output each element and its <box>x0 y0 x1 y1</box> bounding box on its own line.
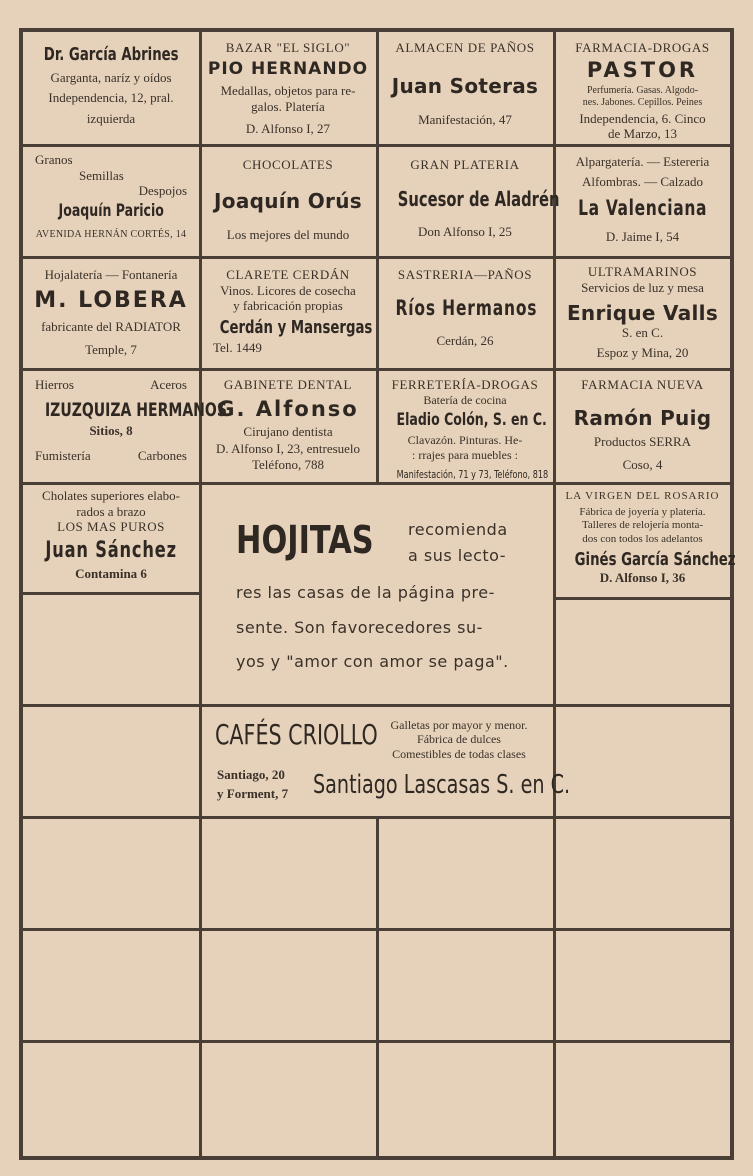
ad-address: AVENIDA HERNÁN CORTÉS, 14 <box>35 229 187 241</box>
ad-text: dos con todos los adelantos <box>582 532 703 545</box>
ad-text: Granos <box>35 152 73 167</box>
ad-name: Joaquín Paricio <box>58 200 164 221</box>
ad-name: Ginés García Sánchez <box>574 548 736 570</box>
ad-header: ALMACEN DE PAÑOS <box>395 40 535 55</box>
ad-g-alfonso <box>203 372 373 480</box>
ad-address: D. Jaime I, 54 <box>605 229 680 245</box>
ad-header: BAZAR "EL SIGLO" <box>225 40 351 55</box>
ad-text: Vinos. Licores de cosecha <box>220 282 356 298</box>
ad-header: ULTRAMARINOS <box>587 264 698 279</box>
ad-text: Carbones <box>137 447 187 463</box>
ad-header: CHOCOLATES <box>242 157 334 172</box>
ad-name: PASTOR <box>586 57 699 82</box>
ad-text: Independencia, 12, pral. <box>48 90 174 106</box>
ad-header: FERRETERÍA-DROGAS <box>391 377 539 392</box>
ad-header: FARMACIA NUEVA <box>581 377 704 392</box>
ad-text: Comestibles de todas clases <box>392 746 526 761</box>
ad-name: IZUZQUIZA HERMANOS <box>44 398 227 421</box>
ad-text: Fábrica de dulces <box>417 732 501 747</box>
ad-text: fabricante del RADIATOR <box>41 318 181 334</box>
ad-tagline: Los mejores del mundo <box>226 226 350 242</box>
ad-text: Clavazón. Pinturas. He- <box>407 433 523 448</box>
ad-text: Fábrica de joyería y platería. <box>579 506 706 519</box>
ad-header: SASTRERIA—PAÑOS <box>397 267 533 282</box>
ad-sucesor-de-aladren <box>380 148 560 254</box>
ad-text: Perfumería. Gasas. Algodo- <box>586 84 699 96</box>
ad-la-virgen-del-rosario <box>557 486 736 595</box>
ad-text: Batería de cocina <box>423 392 507 407</box>
ad-juan-sanchez <box>25 486 197 590</box>
ad-text: rados a brazo <box>76 503 146 519</box>
ad-name: Enrique Valls <box>566 301 719 326</box>
ad-text: Cirujano dentista <box>243 423 333 439</box>
ad-address: D. Alfonso I, 23, entresuelo <box>215 441 361 457</box>
row-rule <box>23 368 730 371</box>
ad-address: Sitios, 8 <box>89 423 133 439</box>
column-rule <box>199 32 202 1156</box>
ad-joaquin-paricio <box>25 148 197 254</box>
ad-name: Juan Sánchez <box>45 537 177 563</box>
ad-address: Independencia, 6. Cinco <box>579 110 706 126</box>
hojitas-text: res las casas de la página pre- <box>236 583 495 602</box>
ad-address: y Forment, 7 <box>217 785 289 801</box>
row-rule <box>23 592 199 595</box>
ad-enrique-valls <box>557 260 728 366</box>
ad-text: Productos SERRA <box>593 433 692 449</box>
ad-text: nes. Jabones. Cepillos. Peines <box>582 96 703 108</box>
ad-name: PIO HERNANDO <box>207 58 369 79</box>
row-rule <box>556 597 730 600</box>
ad-izuzquiza-hermanos <box>25 372 227 480</box>
ad-address: Don Alfonso I, 25 <box>418 223 512 239</box>
ad-farmacia-pastor <box>557 36 728 142</box>
ad-address: Temple, 7 <box>85 341 137 357</box>
ad-header: LA VIRGEN DEL ROSARIO <box>565 490 720 502</box>
ad-header: Hojalatería — Fontanería <box>44 267 178 282</box>
ad-text: galos. Platería <box>251 98 325 114</box>
ad-name: Cerdán y Mansergas <box>219 316 373 338</box>
ad-name: G. Alfonso <box>217 396 359 421</box>
ad-cafes-criollo <box>203 708 571 814</box>
ad-header: GABINETE DENTAL <box>223 377 353 392</box>
ad-joaquin-orus <box>203 148 373 254</box>
ad-text: Alpargatería. — Estereria <box>575 154 710 169</box>
row-rule <box>23 1040 730 1043</box>
ad-text: y fabricación propias <box>233 298 343 314</box>
ad-header: CLARETE CERDÁN <box>226 267 350 282</box>
ad-cerdan-y-mansergas <box>203 260 373 366</box>
ad-text: Cholates superiores elabo- <box>42 488 180 503</box>
ad-name: Joaquín Orús <box>214 188 362 213</box>
ad-address: de Marzo, 13 <box>608 126 677 142</box>
ad-eladio-colon <box>380 372 550 480</box>
ad-text: Hierros <box>35 377 74 392</box>
ad-name: Dr. García Abrines <box>43 44 179 65</box>
row-rule <box>23 144 730 147</box>
row-rule <box>23 482 730 485</box>
ad-company: Santiago Lascasas S. en C. <box>313 770 571 800</box>
ad-bazar-el-siglo <box>203 36 373 142</box>
ad-name: Ramón Puig <box>573 405 712 430</box>
ad-la-valenciana <box>557 148 728 254</box>
ad-text: izquierda <box>86 110 136 126</box>
ad-name: Sucesor de Aladrén <box>397 186 560 211</box>
ad-address: Manifestación, 47 <box>418 111 512 127</box>
hojitas-text: recomienda <box>408 520 508 539</box>
ad-text: LOS MAS PUROS <box>57 519 165 535</box>
row-rule <box>23 816 730 819</box>
ad-text: Galletas por mayor y menor. <box>390 718 528 732</box>
ad-text: Servicios de luz y mesa <box>581 279 704 295</box>
ad-name: M. LOBERA <box>34 287 188 313</box>
ad-text: Despojos <box>138 183 187 199</box>
ad-address: D. Alfonso I, 36 <box>599 570 686 586</box>
ad-address: Coso, 4 <box>622 457 663 473</box>
ad-m-lobera <box>25 260 197 366</box>
hojitas-title: HOJITAS <box>236 518 374 562</box>
row-rule <box>23 928 730 931</box>
ad-text: Alfombras. — Calzado <box>582 173 703 189</box>
hojitas-text: a sus lecto- <box>408 546 507 565</box>
ad-address: Cerdán, 26 <box>436 332 494 348</box>
ad-juan-soteras <box>380 36 550 142</box>
ad-text: Garganta, naríz y oídos <box>50 69 172 85</box>
ad-text: Medallas, objetos para re- <box>220 82 356 98</box>
ad-name: Juan Soteras <box>391 73 539 98</box>
ad-name: Eladio Colón, S. en C. <box>396 409 547 430</box>
ad-name: CAFÉS CRIOLLO <box>215 718 378 751</box>
row-rule <box>23 256 730 259</box>
row-rule <box>23 704 730 707</box>
ad-garcia-abrines <box>25 36 197 142</box>
hojitas-text: sente. Son favorecedores su- <box>236 618 483 637</box>
ad-name: La Valenciana <box>577 196 707 221</box>
ad-text: S. en C. <box>621 325 664 341</box>
ad-phone: Tel. 1449 <box>213 340 262 356</box>
column-rule <box>376 818 379 1156</box>
ad-text: : rrajes para muebles : <box>412 447 518 462</box>
ad-text: Aceros <box>150 377 187 392</box>
ad-text: Talleres de relojería monta- <box>581 519 704 532</box>
ad-rios-hermanos <box>380 260 550 366</box>
ad-name: Ríos Hermanos <box>395 295 538 320</box>
ad-address: Espoz y Mina, 20 <box>596 344 689 360</box>
ad-phone: Teléfono, 788 <box>251 456 324 472</box>
hojitas-notice <box>203 488 553 702</box>
ad-address: Contamina 6 <box>75 566 147 582</box>
ad-text: Semillas <box>79 167 124 183</box>
ad-ramon-puig <box>557 372 728 480</box>
hojitas-text: yos y "amor con amor se paga". <box>236 652 509 671</box>
ad-header: GRAN PLATERIA <box>410 157 520 172</box>
ad-address: Manifestación, 71 y 73, Teléfono, 818 <box>396 468 549 482</box>
ad-header: FARMACIA-DROGAS <box>575 40 710 55</box>
ad-address: Santiago, 20 <box>217 767 285 782</box>
ad-text: Fumistería <box>35 447 91 463</box>
ad-address: D. Alfonso I, 27 <box>245 121 331 137</box>
